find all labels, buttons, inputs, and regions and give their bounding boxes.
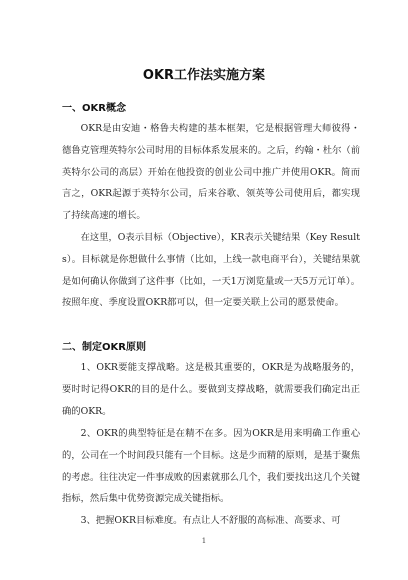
paragraph-principle-1: 1、OKR要能支撑战略。这是极其重要的，OKR是为战略服务的，要时时记得OKR的目的是什么。要做到支撑战略，就需要我们确定出正确的OKR。 xyxy=(62,362,360,417)
page-number: 1 xyxy=(201,537,207,545)
section-heading-okr-concept: 一、OKR概念 xyxy=(62,103,126,114)
paragraph-okr-definition: 在这里，O表示目标（Objective），KR表示关键结果（Key Results）。目标就是你想做什么事情（比如，上线一款电商平台），关键结果就是如何确认你做到了这件事（比如，一天1万浏览量或一天5万元订单）。按照年度、季度设置OKR都可以，但一定要关联上公司的愿景使命。 xyxy=(62,232,360,309)
paragraph-principle-3: 3、把握OKR目标难度。有点让人不舒服的高标准、高要求、可 xyxy=(80,515,341,526)
document-title: OKR工作法实施方案 xyxy=(142,68,266,83)
paragraph-principle-2: 2、OKR的典型特征是在精不在多。因为OKR是用来明确工作重心的，公司在一个时间段只能有一个目标。这是少而精的原则，是基于聚焦的考虑。往往决定一件事成败的因素就那么几个，我们要找出这几个关键指标，然后集中优势资源完成关键指标。 xyxy=(62,428,360,505)
paragraph-okr-origin: OKR是由安迪・格鲁夫构建的基本框架，它是根据管理大师彼得・德鲁克管理英特尔公司时用的目标体系发展来的。之后，约翰・杜尔（前英特尔公司的高层）开始在他投资的创业公司中推广并使用OKR。简而言之，OKR起源于英特尔公司，后来谷歌、领英等公司使用后，都实现了持续高速的增长。 xyxy=(62,123,360,222)
section-heading-okr-principles: 二、制定OKR原则 xyxy=(62,342,146,353)
